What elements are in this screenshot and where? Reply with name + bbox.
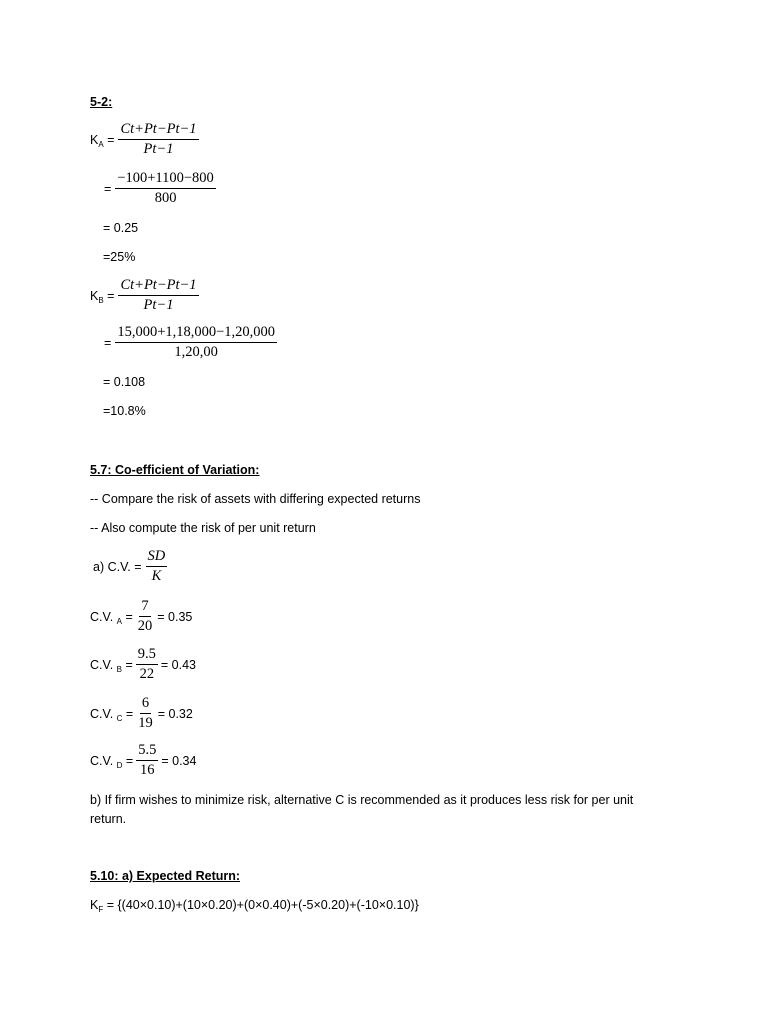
kb-substitution xyxy=(104,324,277,361)
ka-denominator: Pt−1 xyxy=(143,141,174,157)
kb-percent-result: =10.8% xyxy=(103,404,146,418)
cv-row-numerator: 9.5 xyxy=(136,646,158,665)
cv-description-line-2: -- Also compute the risk of per unit return xyxy=(90,521,316,535)
cv-row-numerator: 6 xyxy=(140,695,151,714)
cv-row-c xyxy=(90,695,193,732)
cv-row-label: C.V. $_A$ = xyxy=(90,609,133,626)
ka-fraction xyxy=(118,121,198,158)
cv-row-denominator: 19 xyxy=(138,715,153,731)
cv-row-label: C.V. $_D$ = xyxy=(90,753,134,770)
cv-numerator: SD xyxy=(146,548,168,567)
ka-percent-result: =25% xyxy=(103,250,136,264)
section-heading-5-2: 5-2: xyxy=(90,95,113,109)
cv-row-denominator: 22 xyxy=(139,666,155,682)
cv-row-fraction xyxy=(136,646,158,683)
cv-row-result: = 0.34 xyxy=(161,753,197,768)
cv-row-denominator: 20 xyxy=(137,618,153,634)
section-heading-5-10: 5.10: a) Expected Return: xyxy=(90,869,241,883)
kb-decimal-result: = 0.108 xyxy=(103,375,146,389)
cv-formula-label: a) C.V. = xyxy=(93,559,142,574)
cv-row-numerator: 5.5 xyxy=(136,742,158,761)
ka-formula xyxy=(90,121,199,158)
kb-fraction xyxy=(118,277,198,314)
kb-numerator: Ct+Pt−Pt−1 xyxy=(118,277,198,296)
cv-formula xyxy=(93,548,167,585)
ka-sub-denominator: 800 xyxy=(154,190,177,206)
equals-sign: = xyxy=(104,335,112,350)
cv-row-result: = 0.35 xyxy=(157,609,193,624)
cv-row-denominator: 16 xyxy=(140,762,155,778)
kb-denominator: Pt−1 xyxy=(143,297,174,313)
cv-row-a xyxy=(90,598,192,635)
ka-sub-fraction xyxy=(115,170,216,207)
cv-row-fraction xyxy=(136,742,158,779)
cv-row-fraction xyxy=(136,598,155,635)
ka-label: $K_A$ = xyxy=(90,132,115,149)
ka-numerator: Ct+Pt−Pt−1 xyxy=(118,121,198,140)
ka-sub-numerator: −100+1100−800 xyxy=(115,170,216,189)
cv-denominator: K xyxy=(151,568,162,584)
cv-row-label: C.V. $_C$ = xyxy=(90,706,134,723)
section-heading-5-7: 5.7: Co-efficient of Variation: xyxy=(90,463,260,477)
cv-fraction xyxy=(146,548,168,585)
cv-row-fraction xyxy=(136,695,155,732)
kf-formula: $K_F = \{(40\times 0.10)+(10\times 0.20)+(0\times 0.40)+(-5\times 0.20)+(-10\times 0.10)\}$ xyxy=(90,898,419,914)
cv-row-result: = 0.32 xyxy=(157,706,193,721)
equals-sign: = xyxy=(104,181,112,196)
cv-conclusion: b) If firm wishes to minimize risk, alternative C is recommended as it produces less risk for per unit return. xyxy=(90,793,634,826)
ka-substitution xyxy=(104,170,216,207)
ka-decimal-result: = 0.25 xyxy=(103,221,139,235)
cv-row-d xyxy=(90,742,196,779)
kb-sub-numerator: 15,000+1,18,000−1,20,000 xyxy=(115,324,277,343)
kb-sub-fraction xyxy=(115,324,277,361)
kb-label: $K_B$ = xyxy=(90,288,115,305)
cv-row-b xyxy=(90,646,196,683)
cv-row-numerator: 7 xyxy=(139,598,150,617)
cv-row-label: C.V. $_B$ = xyxy=(90,657,133,674)
kb-formula xyxy=(90,277,199,314)
cv-description-line-1: -- Compare the risk of assets with differing expected returns xyxy=(90,492,421,506)
cv-row-result: = 0.43 xyxy=(160,657,197,672)
kb-sub-denominator: 1,20,00 xyxy=(174,344,218,360)
